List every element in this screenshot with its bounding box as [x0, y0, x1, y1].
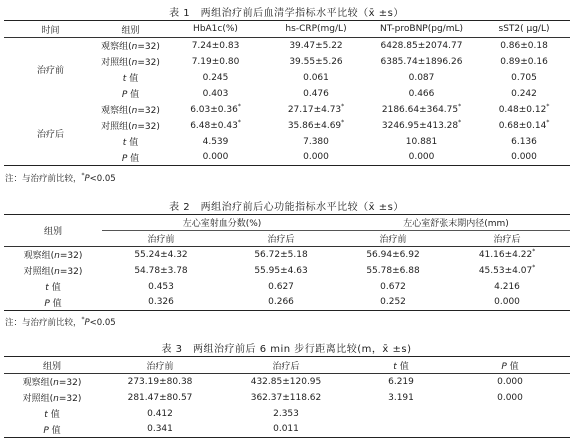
row-label: P 值 [4, 295, 102, 311]
table-cell: 2.353 [273, 408, 299, 419]
table1-header: NT-proBNP(pg/mL) [380, 24, 463, 34]
table-cell: 0.48±0.12* [498, 102, 550, 115]
table2-group-header: 组别 [4, 215, 102, 247]
table-cell: 6.219 [388, 376, 414, 387]
table2-subheader: 治疗后 [267, 235, 295, 245]
row-label: 观察组(n=32) [23, 251, 83, 262]
table2-caption: 表 2 两组治疗前后心功能指标水平比较（x̄ ±s） [169, 202, 404, 213]
table1-period-cell: 治疗后 [4, 102, 97, 166]
table-cell [352, 422, 450, 438]
table-cell: 39.55±5.26 [289, 56, 343, 67]
table-cell: 7.19±0.80 [191, 56, 240, 67]
table-row [4, 102, 570, 118]
row-label: 对照组(n=32) [22, 394, 82, 404]
table-row [4, 38, 570, 54]
table-cell: 4.216 [494, 281, 520, 292]
table1-caption: 表 1 两组治疗前后血清学指标水平比较（x̄ ±s） [169, 8, 404, 19]
table-cell: 432.85±120.95 [250, 376, 322, 387]
table-cell: 0.412 [147, 408, 173, 419]
row-label: 观察组(n=32) [101, 42, 160, 53]
table3-header: 治疗后 [272, 361, 300, 372]
table3-caption: 表 3 两组治疗前后 6 min 步行距离比较(m，x̄ ±s) [161, 344, 412, 355]
table-cell: 55.95±4.63 [254, 265, 308, 276]
table-cell: 0.266 [220, 295, 342, 311]
table2-subheader: 治疗后 [493, 235, 521, 245]
table-cell: 0.000 [267, 150, 365, 166]
table-cell: 54.78±3.78 [134, 265, 188, 276]
table-row [4, 279, 570, 295]
table-cell: 0.403 [202, 88, 229, 99]
table-row [4, 263, 570, 279]
table2 [4, 214, 570, 311]
table-cell: 273.19±80.38 [127, 376, 193, 387]
table-cell: 27.17±4.73* [287, 102, 345, 115]
table1-period-cell: 治疗前 [36, 66, 64, 77]
table2-span-header: 左心室舒张末期内径(mm) [342, 215, 570, 231]
table-row [4, 374, 570, 390]
table-cell [352, 406, 450, 422]
table-cell: 10.881 [405, 136, 438, 147]
table-cell: 45.53±4.07* [478, 263, 536, 276]
table3-header: t 值 [393, 361, 409, 372]
table-cell: 7.380 [303, 136, 329, 147]
table-cell: 55.24±4.32 [134, 249, 188, 260]
table2-span-header: 左心室射血分数(%) [102, 215, 342, 231]
table-cell: 3.191 [388, 392, 414, 403]
table-cell: 0.000 [497, 392, 523, 403]
table-cell: 0.061 [303, 72, 329, 83]
row-label: t 值 [45, 283, 61, 293]
table-cell [450, 406, 570, 422]
table-cell: 2186.64±364.75* [381, 102, 462, 115]
table1-header: hs-CRP(mg/L) [285, 24, 347, 34]
row-label: 对照组(n=32) [23, 267, 83, 277]
row-label: t 值 [122, 138, 139, 148]
table3-header: 组别 [42, 361, 61, 372]
row-label: t 值 [44, 410, 60, 420]
row-label: 观察组(n=32) [101, 106, 160, 116]
table3-header-row [4, 357, 570, 374]
table2-note: 注：与治疗前比较，*P<0.05 [5, 316, 116, 328]
table-cell: 6428.85±2074.77 [380, 40, 463, 51]
table-cell: 0.000 [164, 150, 267, 166]
row-label: t 值 [122, 74, 139, 84]
table-cell: 0.000 [497, 376, 523, 387]
table-cell [450, 422, 570, 438]
table-cell: 39.47±5.22 [289, 40, 343, 51]
row-label: 对照组(n=32) [101, 58, 160, 68]
row-label: P 值 [97, 150, 164, 166]
table-row [4, 295, 570, 311]
table-cell: 0.466 [408, 88, 435, 99]
table-cell: 0.453 [148, 281, 174, 292]
table-row [4, 390, 570, 406]
table-cell: 7.24±0.83 [191, 40, 240, 51]
table-cell: 0.252 [342, 295, 444, 311]
table-cell: 281.47±80.57 [127, 392, 193, 403]
table-cell: 0.341 [100, 422, 220, 438]
table-cell: 0.011 [220, 422, 352, 438]
table-cell: 0.000 [365, 150, 478, 166]
table-cell: 0.705 [511, 72, 537, 83]
table-cell: 0.242 [511, 88, 537, 99]
table-cell: 56.72±5.18 [254, 249, 308, 260]
table2-body [4, 247, 570, 311]
row-label: 观察组(n=32) [22, 378, 82, 389]
table-cell: 0.672 [380, 281, 406, 292]
table1-header: 组别 [121, 25, 140, 36]
table2-subheader: 治疗前 [147, 235, 175, 245]
table1-header: HbA1c(%) [193, 24, 238, 34]
table-cell: 0.89±0.16 [500, 56, 548, 67]
table-cell: 55.78±6.88 [366, 265, 420, 276]
table-cell: 6.03±0.36* [190, 102, 241, 115]
table-cell: 35.86±4.69* [287, 118, 345, 131]
table3-header: 治疗前 [146, 361, 174, 372]
table-cell: 0.000 [478, 150, 570, 166]
table2-subheader: 治疗前 [379, 235, 407, 245]
table-row [4, 247, 570, 263]
table2-header-row [4, 215, 570, 231]
table-cell: 0.476 [303, 88, 329, 99]
table-cell: 0.245 [202, 72, 229, 83]
table-cell: 0.627 [268, 281, 294, 292]
table-cell: 4.539 [202, 136, 229, 147]
table-cell: 6385.74±1896.26 [380, 56, 463, 67]
table-cell: 56.94±6.92 [366, 249, 420, 260]
table1-body [4, 38, 570, 166]
table-cell: 6.136 [511, 136, 537, 147]
table3-header: P 值 [501, 361, 519, 372]
table1-header: sST2( μg/L) [498, 24, 550, 34]
table-row [4, 422, 570, 438]
table3 [4, 356, 570, 438]
table-cell: 3246.95±413.28* [381, 118, 462, 131]
table1-header-row [4, 21, 570, 38]
table-cell: 0.000 [444, 295, 570, 311]
row-label: 对照组(n=32) [101, 122, 160, 132]
table-cell: 41.16±4.22* [478, 247, 536, 260]
table1-header: 时间 [41, 25, 60, 36]
row-label: P 值 [121, 90, 140, 100]
table-cell: 0.087 [408, 72, 435, 83]
table-cell: 0.68±0.14* [498, 118, 550, 131]
row-label: P 值 [4, 422, 100, 438]
table3-body [4, 374, 570, 438]
table-cell: 0.326 [102, 295, 220, 311]
table-cell: 362.37±118.62 [250, 392, 322, 403]
table1 [4, 20, 570, 166]
table1-note: 注：与治疗前比较，*P<0.05 [5, 172, 116, 184]
table-row [4, 406, 570, 422]
table-cell: 0.86±0.18 [500, 40, 548, 51]
table-cell: 6.48±0.43* [190, 118, 241, 131]
